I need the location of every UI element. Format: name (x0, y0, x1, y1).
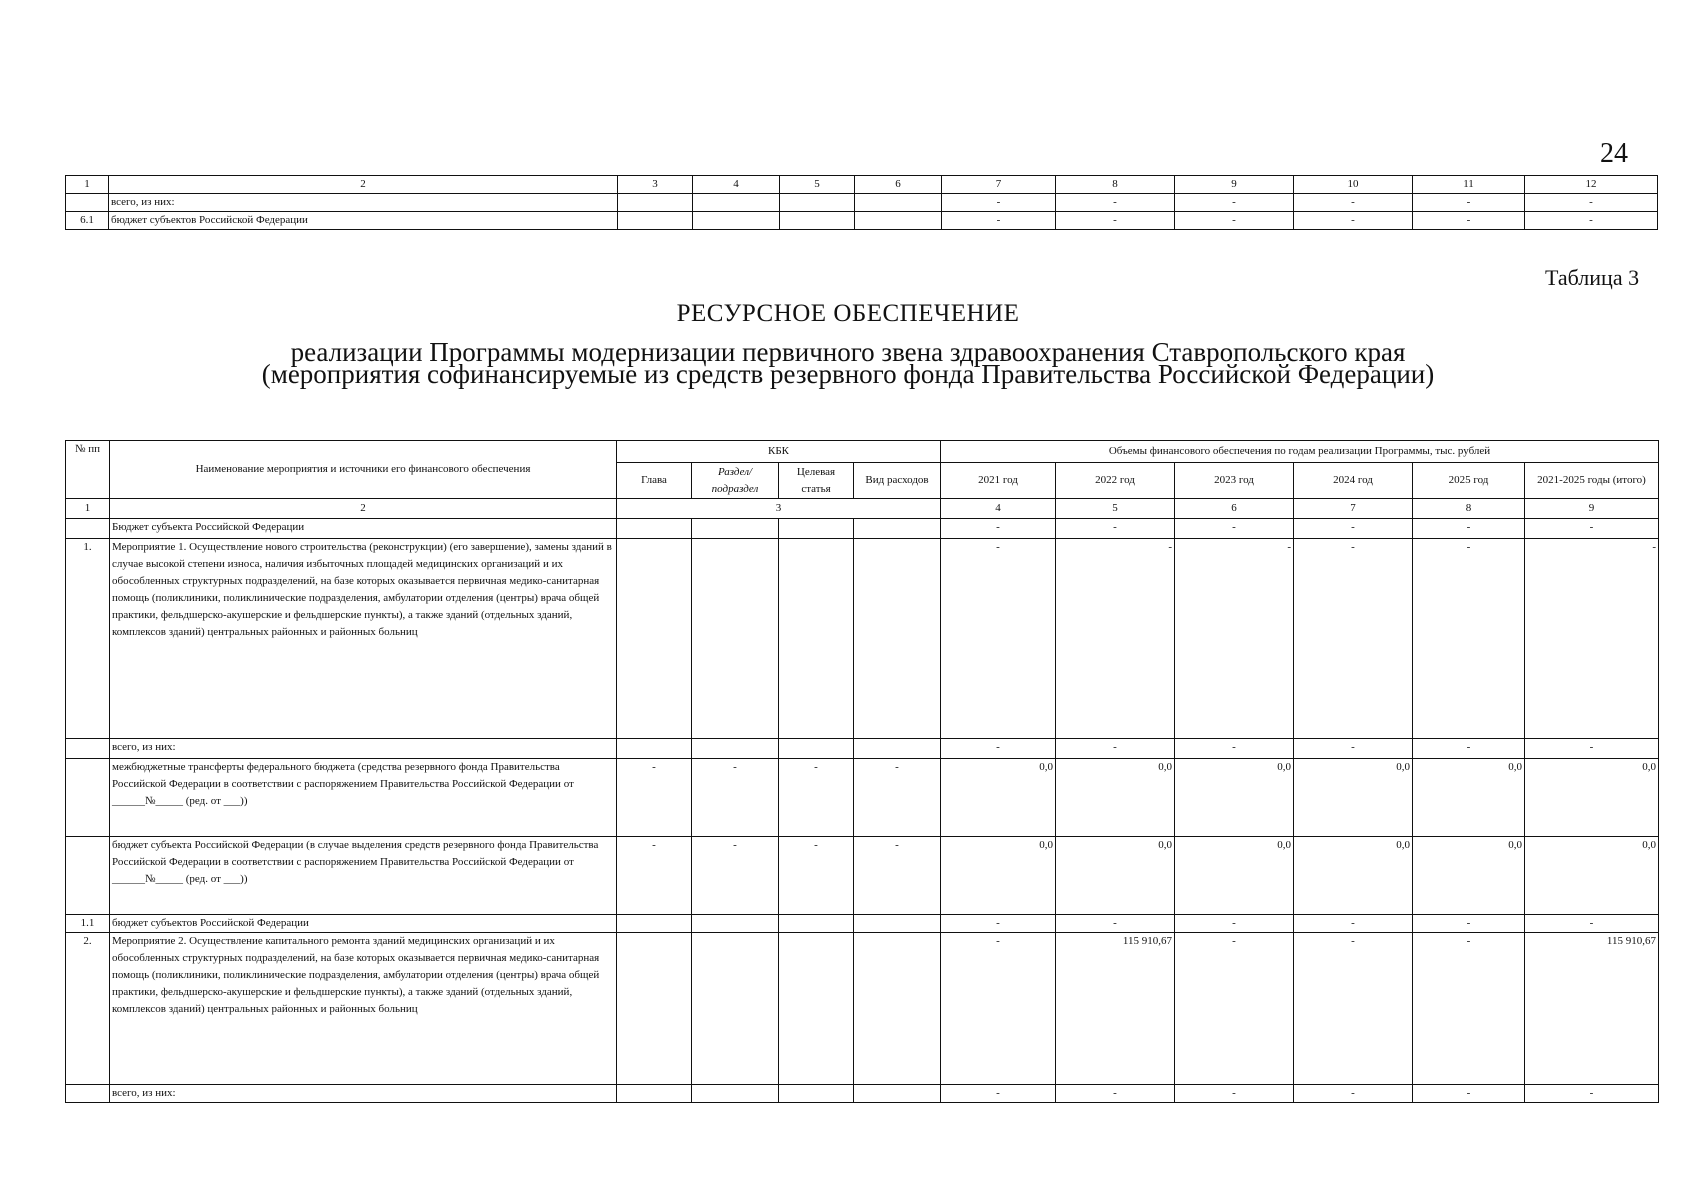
page-number: 24 (1600, 138, 1628, 169)
row-num: 1. (66, 539, 110, 739)
table-row: 2. Мероприятие 2. Осуществление капитального ремонта зданий медицинских организаций и их обособленных структурных подразделений, на базе которых оказывается первичная медико-санитарная помощь (поликлиники, поликлинические подразделения, амбулатории отделения (центры) врача общей практики, фельдшерско-акушерские и фельдшерские пункты), а также зданий (отдельных зданий, комплексов зданий) центральных районных и районных больниц - 115 910,67 - - - 115 910,67 (66, 933, 1659, 1085)
header-num: № пп (66, 441, 110, 499)
document-subtitle: реализации Программы модернизации первичного звена здравоохранения Ставропольского края (290, 337, 1406, 367)
header-year: 2024 год (1294, 463, 1413, 499)
resource-table (65, 440, 1659, 1103)
col-num: 11 (1413, 176, 1525, 194)
document-subtitle: (мероприятия софинансируемые из средств резервного фонда Правительства Российской Федерации) (261, 359, 1435, 389)
cell-value: - (1413, 212, 1525, 230)
table-row: всего, из них: - - - - - - (66, 739, 1659, 759)
table-numbering-row: 1 2 3 4 5 6 7 8 9 (66, 499, 1659, 519)
header-vid: Вид расходов (854, 463, 941, 499)
table-row (66, 194, 1658, 212)
cell-value: - (942, 194, 1056, 212)
row-name: всего, из них: (110, 739, 617, 759)
row-name: всего, из них: (110, 1085, 617, 1103)
row-name: межбюджетные трансферты федерального бюджета (средства резервного фонда Правительства Российской Федерации в соответствии с распоряжением Правительства Российской Федерации от ______№_____ (ред. от ___)) (110, 759, 617, 837)
row-name: Мероприятие 1. Осуществление нового строительства (реконструкции) (его завершение), замены зданий в случае высокой степени износа, наличия избыточных площадей медицинских организаций и их обособленных структурных подразделений, на базе которых оказывается первичная медико-санитарная помощь (поликлиники, поликлинические подразделения, амбулатории отделения (центры) врача общей практики, фельдшерско-акушерские и фельдшерские пункты), а также зданий (отдельных зданий, комплексов зданий) центральных районных и районных больниц (110, 539, 617, 739)
header-year: 2025 год (1413, 463, 1525, 499)
table-row: 1. Мероприятие 1. Осуществление нового строительства (реконструкции) (его завершение), замены зданий в случае высокой степени износа, наличия избыточных площадей медицинских организаций и их обособленных структурных подразделений, на базе которых оказывается первичная медико-санитарная помощь (поликлиники, поликлинические подразделения, амбулатории отделения (центры) врача общей практики, фельдшерско-акушерские и фельдшерские пункты), а также зданий (отдельных зданий, комплексов зданий) центральных районных и районных больниц - - - - - - (66, 539, 1659, 739)
table-label: Таблица 3 (1545, 265, 1640, 290)
table-row: всего, из них: - - - - - - (66, 1085, 1659, 1103)
table-header-row (66, 441, 1659, 463)
row-num: 6.1 (66, 212, 109, 230)
row-name: бюджет субъектов Российской Федерации (110, 915, 617, 933)
header-name: Наименование мероприятия и источники его финансового обеспечения (110, 441, 617, 499)
table-row: бюджет субъекта Российской Федерации (в случае выделения средств резервного фонда Правительства Российской Федерации в соответствии с распоряжением Правительства Российской Федерации от ______№_____ (ред. от ___)) - - - - 0,0 0,0 0,0 0,0 0,0 0,0 (66, 837, 1659, 915)
col-num: 1 (66, 176, 109, 194)
cell-value: - (1056, 212, 1175, 230)
col-num: 10 (1294, 176, 1413, 194)
header-year: 2023 год (1175, 463, 1294, 499)
header-year: 2021 год (941, 463, 1056, 499)
row-name: Бюджет субъекта Российской Федерации (110, 519, 617, 539)
row-name: бюджет субъектов Российской Федерации (109, 212, 618, 230)
header-razdel: Раздел/ подраздел (692, 463, 779, 499)
row-num (66, 194, 109, 212)
table-row: межбюджетные трансферты федерального бюджета (средства резервного фонда Правительства Российской Федерации в соответствии с распоряжением Правительства Российской Федерации от ______№_____ (ред. от ___)) - - - - 0,0 0,0 0,0 0,0 0,0 0,0 (66, 759, 1659, 837)
row-num: 1.1 (66, 915, 110, 933)
table-row: 1.1 бюджет субъектов Российской Федерации - - - - - - (66, 915, 1659, 933)
row-name: всего, из них: (109, 194, 618, 212)
row-name: Мероприятие 2. Осуществление капитального ремонта зданий медицинских организаций и их обособленных структурных подразделений, на базе которых оказывается первичная медико-санитарная помощь (поликлиники, поликлинические подразделения, амбулатории отделения (центры) врача общей практики, фельдшерско-акушерские и фельдшерские пункты), а также зданий (отдельных зданий, комплексов зданий) центральных районных и районных больниц (110, 933, 617, 1085)
col-num: 5 (780, 176, 855, 194)
cell-value: - (1175, 212, 1294, 230)
cell-value: - (1294, 194, 1413, 212)
header-glava: Глава (617, 463, 692, 499)
cell-value: - (1525, 212, 1658, 230)
col-num: 2 (109, 176, 618, 194)
document-title: РЕСУРСНОЕ ОБЕСПЕЧЕНИЕ (676, 300, 1020, 327)
cell-value: - (1294, 212, 1413, 230)
col-num: 7 (942, 176, 1056, 194)
cell-value: - (1413, 194, 1525, 212)
col-num: 4 (693, 176, 780, 194)
cell-value: - (942, 212, 1056, 230)
cell-value: - (1525, 194, 1658, 212)
row-name: бюджет субъекта Российской Федерации (в случае выделения средств резервного фонда Правительства Российской Федерации в соответствии с распоряжением Правительства Российской Федерации от ______№_____ (ред. от ___)) (110, 837, 617, 915)
row-num: 2. (66, 933, 110, 1085)
cell-value: - (1175, 194, 1294, 212)
header-year-total: 2021-2025 годы (итого) (1525, 463, 1659, 499)
col-num: 8 (1056, 176, 1175, 194)
table-row: Бюджет субъекта Российской Федерации - - - - - - (66, 519, 1659, 539)
cell-value: - (1056, 194, 1175, 212)
header-kbk: КБК (617, 441, 941, 463)
col-num: 3 (618, 176, 693, 194)
header-celevaya: Целевая статья (779, 463, 854, 499)
continuation-table (65, 175, 1658, 230)
col-num: 6 (855, 176, 942, 194)
col-num: 9 (1175, 176, 1294, 194)
table-row (66, 212, 1658, 230)
table-header-row (66, 176, 1658, 194)
header-year: 2022 год (1056, 463, 1175, 499)
header-volumes: Объемы финансового обеспечения по годам реализации Программы, тыс. рублей (941, 441, 1659, 463)
col-num: 12 (1525, 176, 1658, 194)
